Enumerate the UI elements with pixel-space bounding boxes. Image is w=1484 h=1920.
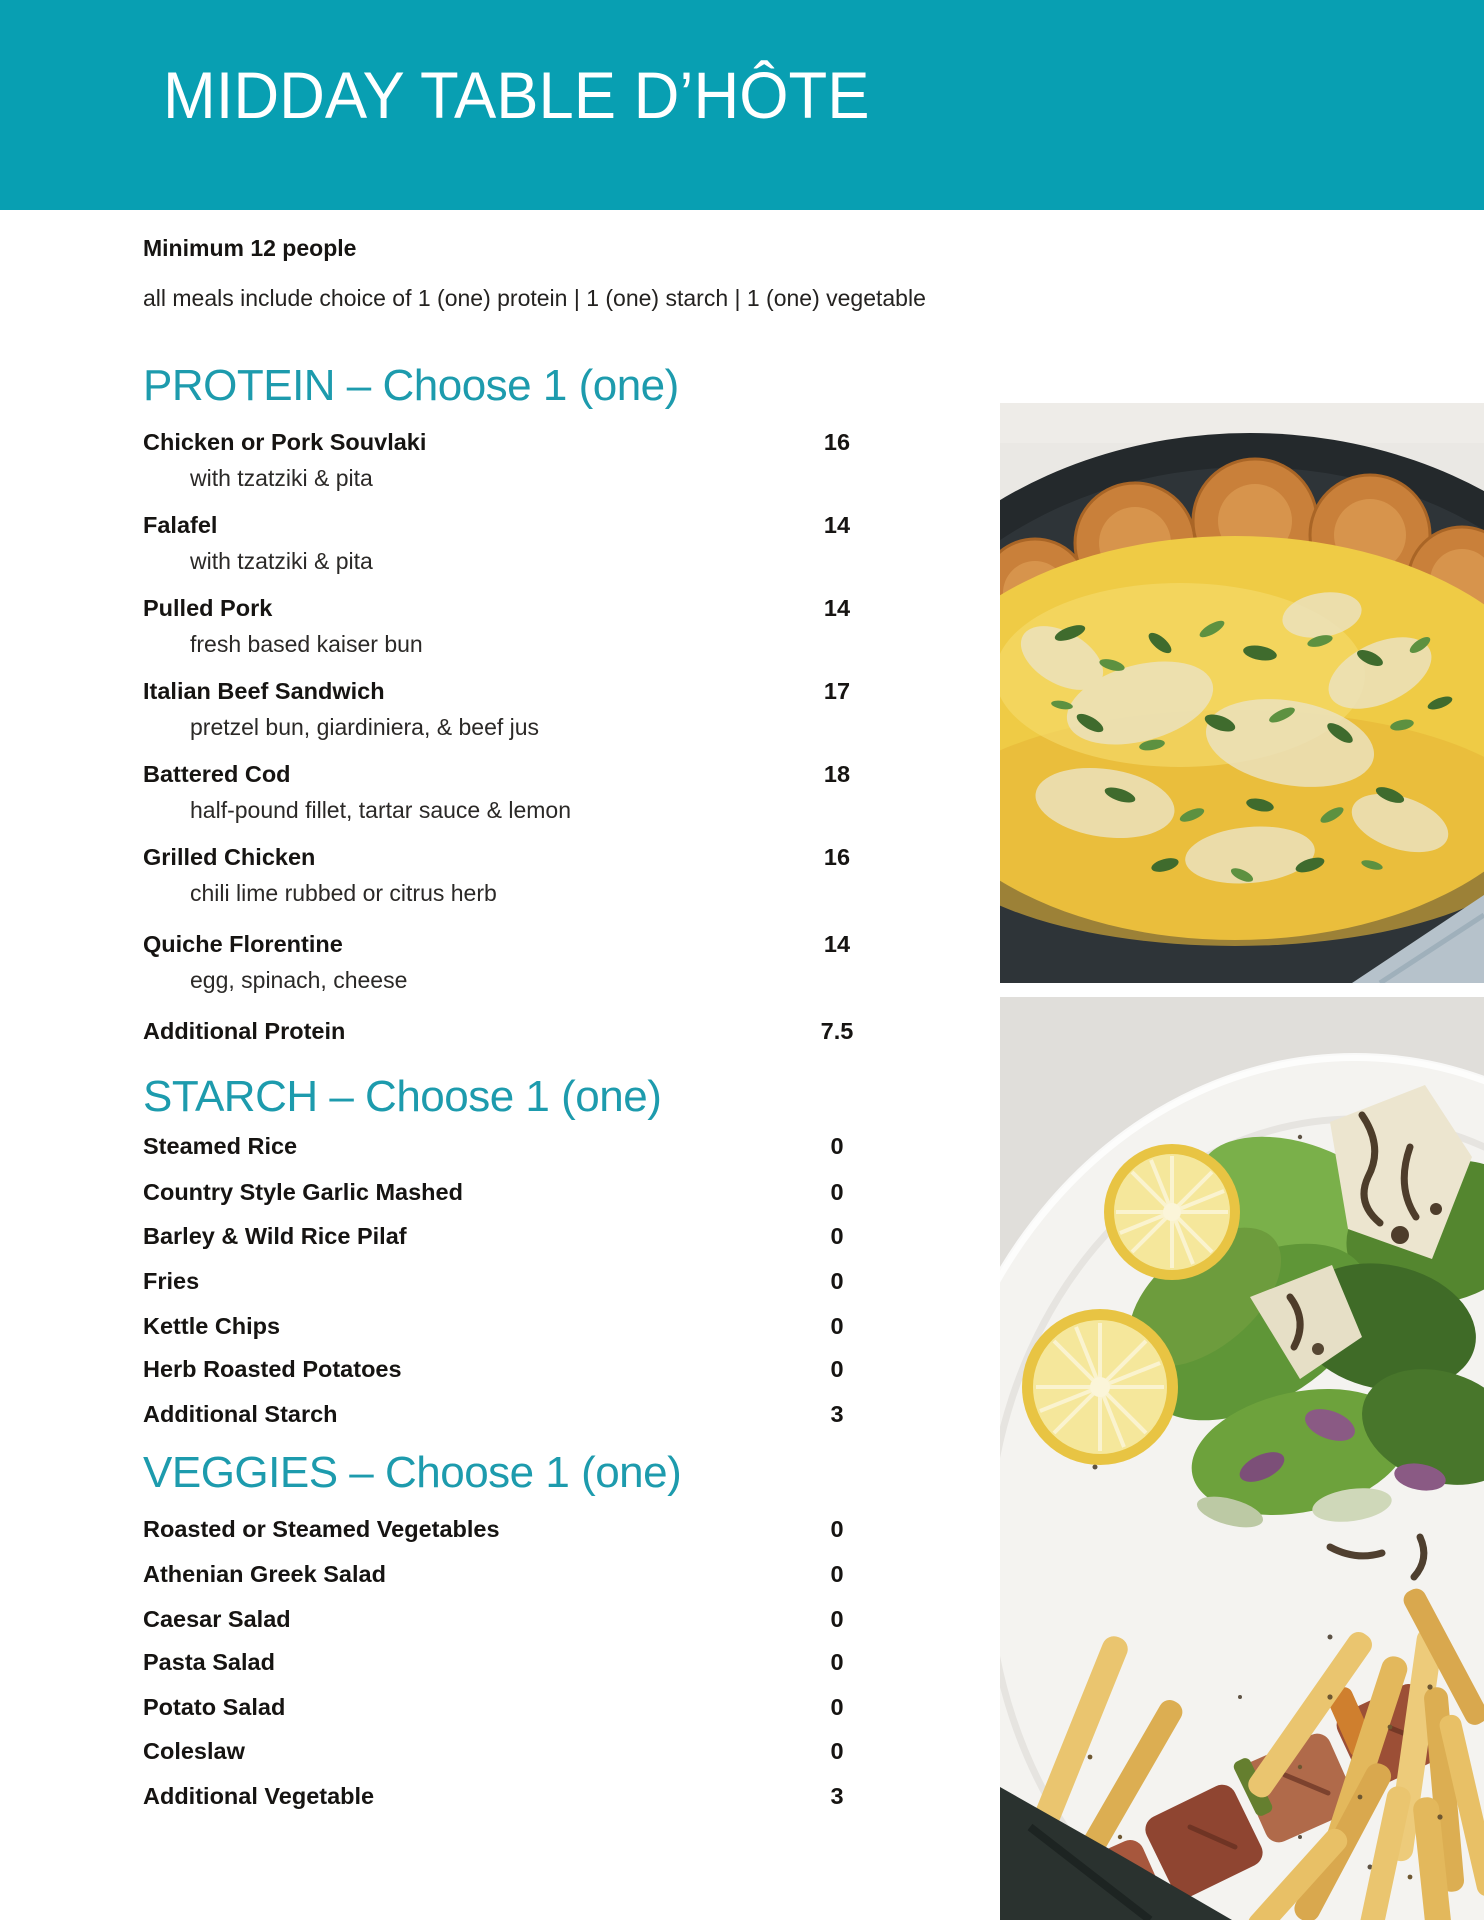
menu-item-name: Additional Starch [143, 1401, 338, 1427]
menu-item-row [143, 1266, 883, 1296]
menu-item-name: Roasted or Steamed Vegetables [143, 1516, 500, 1542]
menu-item-name: Chicken or Pork Souvlaki [143, 429, 427, 455]
menu-item-row [143, 1221, 883, 1251]
menu-item-name: Country Style Garlic Mashed [143, 1179, 463, 1205]
menu-item-name: Additional Protein [143, 1018, 346, 1044]
menu-item-row [143, 1514, 883, 1544]
menu-item-row [143, 1354, 883, 1384]
menu-item-row [143, 1736, 883, 1766]
menu-item-desc: fresh based kaiser bun [190, 631, 423, 657]
menu-item-name: Potato Salad [143, 1694, 286, 1720]
menu-item-price: 0 [830, 1649, 844, 1675]
menu-item-price: 0 [830, 1561, 844, 1587]
menu-item-desc: chili lime rubbed or citrus herb [190, 880, 497, 906]
menu-item-row [143, 842, 883, 912]
menu-item-row [143, 1559, 883, 1589]
menu-item-price: 3 [830, 1401, 844, 1427]
menu-item-row [143, 510, 883, 580]
menu-item-name: Pulled Pork [143, 595, 273, 621]
lemon-slice-2 [1022, 1309, 1178, 1465]
section-heading: VEGGIES – Choose 1 (one) [143, 1448, 682, 1497]
menu-item-price: 0 [830, 1268, 844, 1294]
menu-item-price: 18 [823, 761, 851, 787]
menu-item-name: Athenian Greek Salad [143, 1561, 386, 1587]
menu-item-row [143, 427, 883, 497]
menu-item-name: Quiche Florentine [143, 931, 343, 957]
menu-item-price: 16 [823, 429, 851, 455]
menu-item-price: 17 [823, 678, 851, 704]
menu-item-price: 14 [823, 595, 851, 621]
menu-item-desc: with tzatziki & pita [190, 548, 373, 574]
menu-item-price: 0 [830, 1694, 844, 1720]
menu-item-name: Pasta Salad [143, 1649, 275, 1675]
menu-item-name: Herb Roasted Potatoes [143, 1356, 402, 1382]
menu-item-price: 0 [830, 1738, 844, 1764]
menu-item-price: 0 [830, 1313, 844, 1339]
section-heading: PROTEIN – Choose 1 (one) [143, 361, 679, 410]
lemon-slice-1 [1104, 1144, 1240, 1280]
menu-item-price: 0 [830, 1606, 844, 1632]
menu-item-price: 7.5 [820, 1018, 854, 1044]
menu-item-name: Falafel [143, 512, 218, 538]
menu-item-price: 16 [823, 844, 851, 870]
menu-item-row [143, 929, 883, 999]
menu-item-name: Battered Cod [143, 761, 291, 787]
menu-item-row [143, 1604, 883, 1634]
section-heading: STARCH – Choose 1 (one) [143, 1072, 662, 1121]
menu-item-name: Italian Beef Sandwich [143, 678, 385, 704]
menu-item-name: Grilled Chicken [143, 844, 316, 870]
menu-item-row [143, 593, 883, 663]
souvlaki-plate-photo [1000, 997, 1484, 1920]
quiche-photo [1000, 403, 1484, 983]
menu-item-row [143, 1399, 883, 1429]
menu-sections [143, 0, 903, 1920]
menu-item-price: 14 [823, 931, 851, 957]
menu-item-price: 0 [830, 1516, 844, 1542]
menu-item-row [143, 1131, 883, 1161]
menu-item-price: 0 [830, 1356, 844, 1382]
menu-item-price: 0 [830, 1133, 844, 1159]
menu-item-desc: with tzatziki & pita [190, 465, 373, 491]
menu-item-price: 0 [830, 1179, 844, 1205]
menu-item-desc: egg, spinach, cheese [190, 967, 408, 993]
menu-item-price: 3 [830, 1783, 844, 1809]
menu-item-name: Barley & Wild Rice Pilaf [143, 1223, 407, 1249]
menu-item-desc: pretzel bun, giardiniera, & beef jus [190, 714, 540, 740]
includes-note: all meals include choice of 1 (one) protein | 1 (one) starch | 1 (one) vegetable [143, 285, 926, 311]
menu-item-row [143, 1177, 883, 1207]
menu-item-row [143, 759, 883, 829]
menu-item-name: Steamed Rice [143, 1133, 298, 1159]
menu-item-row [143, 1311, 883, 1341]
menu-item-row [143, 1692, 883, 1722]
menu-item-row [143, 1781, 883, 1811]
menu-item-name: Caesar Salad [143, 1606, 291, 1632]
menu-item-name: Coleslaw [143, 1738, 245, 1764]
menu-item-row [143, 1647, 883, 1677]
egg-filling [1000, 536, 1484, 946]
menu-item-name: Kettle Chips [143, 1313, 281, 1339]
menu-item-desc: half-pound fillet, tartar sauce & lemon [190, 797, 571, 823]
minimum-people-note: Minimum 12 people [143, 235, 357, 261]
menu-item-row [143, 1016, 883, 1046]
menu-item-row [143, 676, 883, 746]
menu-item-price: 14 [823, 512, 851, 538]
page-title: MIDDAY TABLE D’HÔTE [163, 58, 870, 132]
menu-item-name: Fries [143, 1268, 200, 1294]
menu-item-name: Additional Vegetable [143, 1783, 375, 1809]
menu-item-price: 0 [830, 1223, 844, 1249]
